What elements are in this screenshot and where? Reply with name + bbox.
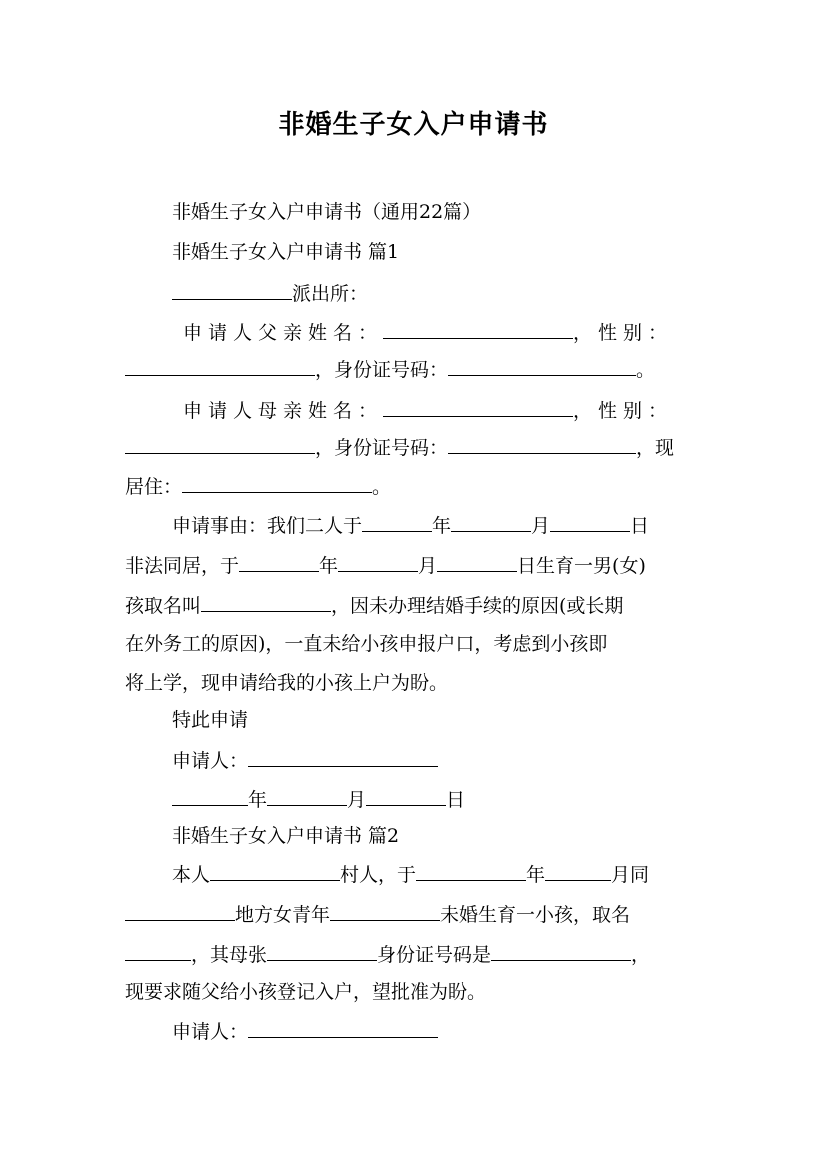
s2-comma: ，: [631, 944, 651, 966]
date-year-blank: [172, 785, 248, 806]
birth-year-blank: [239, 551, 319, 572]
reason-line-3: [125, 591, 623, 619]
reason-line-5: 将上学，现申请给我的小孩上户为盼。: [125, 672, 449, 694]
s2-applicant-blank: [248, 1017, 438, 1038]
s2-line-1: [172, 860, 649, 888]
cohab-year-blank: [362, 511, 432, 532]
s2-id-blank: [491, 940, 631, 961]
mother-gender-blank: [125, 433, 315, 454]
s2-self-label: 本人: [172, 864, 211, 886]
month-label: 月: [418, 555, 438, 577]
mother-id-blank: [448, 433, 636, 454]
applicant-label: 申请人：: [172, 750, 249, 772]
section2-heading: 非婚生子女入户申请书 篇2: [172, 825, 400, 847]
child-name-label: 孩取名叫: [125, 595, 202, 617]
year-label: 年: [319, 555, 339, 577]
cohab-month-blank: [451, 511, 531, 532]
police-station-line: [172, 279, 368, 307]
father-name-label: 申请人父亲姓名：: [183, 322, 384, 344]
period: 。: [372, 476, 392, 498]
s2-line-3: [125, 940, 650, 968]
father-gender-blank: [125, 355, 315, 376]
police-station-blank: [172, 279, 292, 300]
s2-line-4: 现要求随父给小孩登记入户，望批准为盼。: [125, 981, 487, 1003]
s2-id-label: 身份证号码是: [377, 944, 492, 966]
date-month-blank: [267, 785, 347, 806]
mother-name-label: 申请人母亲姓名：: [183, 400, 384, 422]
birth-month-blank: [338, 551, 418, 572]
reason-line-1: [172, 511, 649, 539]
s2-village-label: 村人，于: [340, 864, 417, 886]
reason-line-2: [125, 551, 646, 579]
mother-id-label: ，身份证号码：: [315, 437, 449, 459]
father-name-blank: [383, 318, 573, 339]
day-label: 日: [630, 515, 650, 537]
date-line: [172, 785, 465, 813]
s2-with-label: 月同: [611, 864, 650, 886]
father-id-blank: [448, 355, 636, 376]
s2-month-blank: [545, 860, 611, 881]
s2-woman-blank: [330, 900, 440, 921]
child-name-blank: [201, 591, 331, 612]
hereby-apply: 特此申请: [172, 709, 249, 731]
reason-line-4: 在外务工的原因)，一直未给小孩申报户口，考虑到小孩即: [125, 633, 608, 655]
document-subtitle: 非婚生子女入户申请书（通用22篇）: [172, 201, 482, 223]
month-label: 月: [531, 515, 551, 537]
period: 。: [636, 359, 656, 381]
s2-year-blank: [416, 860, 526, 881]
page-title: 非婚生子女入户申请书: [278, 110, 549, 140]
comma-now: ，现: [636, 437, 675, 459]
applicant-blank: [248, 746, 438, 767]
police-station-label: 派出所：: [292, 283, 369, 305]
mother-name-blank: [383, 396, 573, 417]
applicant-line: [172, 746, 438, 774]
s2-line-2: [125, 900, 630, 928]
reason-label: 申请事由：我们二人于: [172, 515, 363, 537]
s2-village-blank: [210, 860, 340, 881]
section1-heading: 非婚生子女入户申请书 篇1: [172, 241, 400, 263]
father-id-line: [125, 355, 655, 383]
cohab-day-blank: [550, 511, 630, 532]
residence-blank: [182, 472, 372, 493]
s2-unmarried-label: 未婚生育一小孩，取名: [440, 904, 631, 926]
s2-mother-blank: [267, 940, 377, 961]
reason-rest-1: ，因未办理结婚手续的原因(或长期: [331, 595, 624, 617]
s2-applicant-line: [172, 1017, 438, 1045]
mother-id-line: [125, 433, 674, 461]
year-label: 年: [526, 864, 546, 886]
residence-label: 居住：: [125, 476, 183, 498]
s2-mother-label: ，其母张: [191, 944, 268, 966]
birth-text: 日生育一男(女): [517, 555, 646, 577]
month-label: 月: [347, 789, 367, 811]
year-label: 年: [248, 789, 268, 811]
residence-line: [125, 472, 391, 500]
year-label: 年: [432, 515, 452, 537]
mother-gender-label: ，性别：: [573, 400, 674, 422]
illegal-cohab-text: 非法同居，于: [125, 555, 240, 577]
mother-line: [183, 396, 702, 424]
s2-place-blank: [125, 900, 235, 921]
day-label: 日: [446, 789, 466, 811]
s2-place-label: 地方女青年: [235, 904, 331, 926]
s2-applicant-label: 申请人：: [172, 1021, 249, 1043]
date-day-blank: [366, 785, 446, 806]
s2-childname-blank: [125, 940, 191, 961]
father-gender-label: ，性别：: [573, 322, 674, 344]
birth-day-blank: [437, 551, 517, 572]
father-line: [183, 318, 702, 346]
father-id-label: ，身份证号码：: [315, 359, 449, 381]
